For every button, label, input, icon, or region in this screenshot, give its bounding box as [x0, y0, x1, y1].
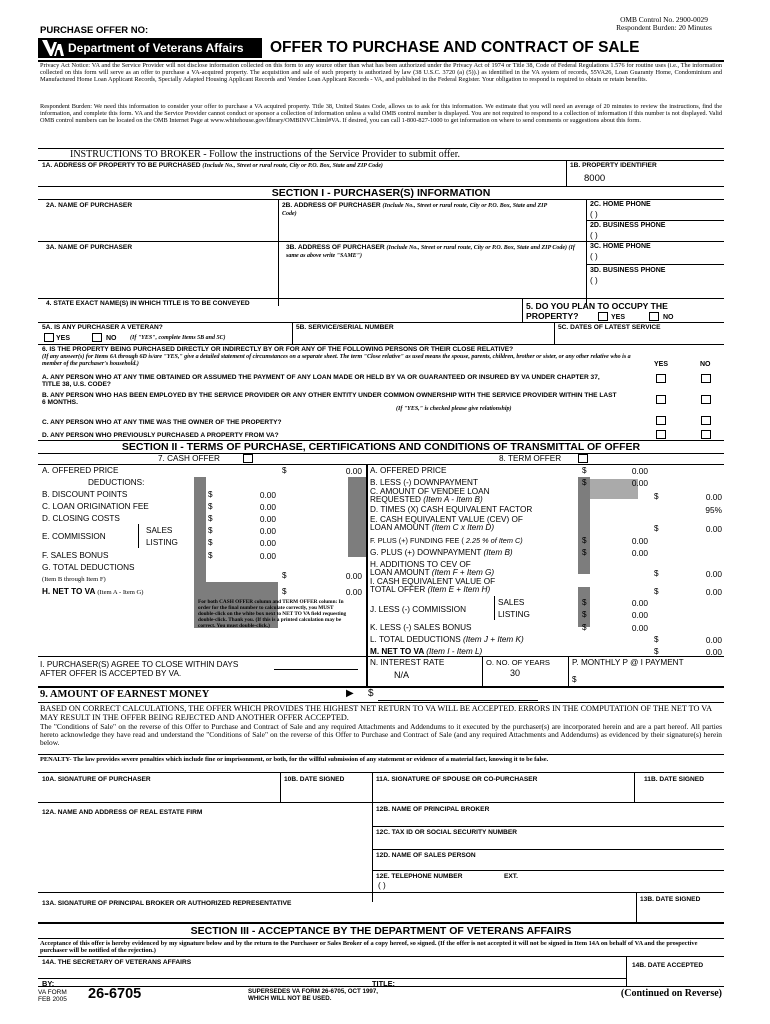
term-a-label: A. OFFERED PRICE — [370, 466, 447, 475]
term-h-value[interactable]: 0.00 — [705, 569, 722, 579]
f6d-no-checkbox[interactable] — [701, 430, 711, 439]
dollar-sign: $ — [582, 478, 587, 487]
divider — [634, 772, 635, 802]
agency-name: Department of Veterans Affairs — [68, 41, 244, 55]
divider — [494, 596, 495, 620]
acceptance-text: Acceptance of this offer is hereby evidenced by my signature below and by the return to the Purchaser or Sales Broker of a copy hereof, so signed. (If the offer is not accepted it will not be signed in Item 14A on behalf of VA and the prospective purchaser will be notified of the rejection.) — [40, 940, 698, 955]
divider — [366, 464, 368, 686]
dollar-sign: $ — [208, 490, 213, 499]
veteran-yes-checkbox[interactable] — [44, 333, 54, 342]
divider — [38, 464, 724, 465]
property-identifier-value[interactable]: 8000 — [584, 173, 606, 184]
shaded-area — [578, 477, 590, 574]
term-n-label: N. INTEREST RATE — [370, 658, 445, 667]
cash-listing-label: LISTING — [146, 538, 178, 547]
term-k-value[interactable]: 0.00 — [631, 623, 648, 633]
term-d-label: D. TIMES (X) CASH EQUIVALENT FACTOR — [370, 505, 533, 514]
divider — [38, 199, 724, 200]
dollar-sign: $ — [654, 647, 659, 656]
field-12d-label: 12D. NAME OF SALES PERSON — [376, 852, 476, 859]
omb-block — [604, 16, 724, 32]
purchase-offer-no-label: PURCHASE OFFER NO: — [40, 25, 149, 36]
section-1-heading: SECTION I - PURCHASER(S) INFORMATION — [271, 187, 491, 199]
earnest-money-label: 9. AMOUNT OF EARNEST MONEY — [40, 689, 210, 700]
field-12b-label: 12B. NAME OF PRINCIPAL BROKER — [376, 806, 490, 813]
term-e-value[interactable]: 0.00 — [705, 524, 722, 534]
field-5a-label: 5A. IS ANY PURCHASER A VETERAN? — [42, 324, 163, 331]
divider — [586, 264, 724, 265]
divider — [586, 199, 587, 306]
supersedes-note: SUPERSEDES VA FORM 26-6705, OCT 1997, WHICH WILL NOT BE USED. — [248, 988, 378, 1002]
term-c-label: C. AMOUNT OF VENDEE LOAN REQUESTED (Item A - Item B) — [370, 487, 490, 504]
field-12e-ext: EXT. — [504, 873, 518, 880]
term-f-label: F. PLUS (+) FUNDING FEE ( 2.25 % of Item C) — [370, 536, 523, 545]
term-m-value[interactable]: 0.00 — [705, 647, 722, 657]
veteran-no-label: NO — [106, 335, 117, 342]
field-6c-label: C. ANY PERSON WHO AT ANY TIME WAS THE OWNER OF THE PROPERTY? — [42, 419, 282, 426]
divider — [38, 453, 724, 454]
cash-f-value[interactable]: 0.00 — [259, 551, 276, 561]
cash-g-value[interactable]: 0.00 — [345, 571, 362, 581]
divider — [38, 772, 724, 773]
field-6a-label: A. ANY PERSON WHO AT ANY TIME OBTAINED OR ASSUMED THE PAYMENT OF ANY LOAN MADE OR HELD BY VA OR GUARANTEED OR INSURED BY VA UNDER CHAPTER 37, TITLE 38, U.S. CODE? — [42, 374, 600, 389]
field-2b-label: 2B. ADDRESS OF PURCHASER (Include No., Street or rural route, City or P.O. Box, State and ZIP Code) — [282, 202, 547, 218]
field-11a-label: 11A. SIGNATURE OF SPOUSE OR CO-PURCHASER — [376, 776, 538, 783]
field-3d-label: 3D. BUSINESS PHONE — [590, 267, 666, 274]
term-h-label: H. ADDITIONS TO CEV OF LOAN AMOUNT (Item F + Item G) — [370, 560, 495, 577]
dollar-sign: $ — [572, 675, 577, 684]
field-14a-label: 14A. THE SECRETARY OF VETERANS AFFAIRS — [42, 959, 192, 966]
va-logo-banner — [38, 38, 262, 58]
field-1b-label: 1B. PROPERTY IDENTIFIER — [570, 162, 657, 169]
divider — [38, 754, 724, 755]
f6b-yes-checkbox[interactable] — [656, 395, 666, 404]
cash-g-label: G. TOTAL DEDUCTIONS — [42, 563, 135, 572]
field-12e-label: 12E. TELEPHONE NUMBER — [376, 873, 463, 880]
broker-instructions: INSTRUCTIONS TO BROKER - Follow the instructions of the Service Provider to submit offer. — [70, 149, 460, 160]
term-offer-header: 8. TERM OFFER — [499, 454, 562, 463]
divider — [38, 802, 724, 803]
divider — [38, 702, 724, 703]
business-phone-1[interactable]: ( ) — [590, 231, 598, 240]
privacy-act-notice: Privacy Act Notice: VA and the Service Provider will not disclose information collected on this form to any source other than what has been authorized under the Privacy Act of 1974 or Title 38, Code of Federal Regulations 1.576 for routine uses (i.e., The information collected on this form will serve as an offer to purchase a VA-acquired property. The acquisition and sale of such property is authorized by law (38 U.S.C. 3720 (a) (5)).) as identified in the VA system of records, 55VA26, Loan Guaranty Home, Condominium and Manufactured Home Loan Applicant Records, Specially Adapted Housing Applicant Records and Vendee Loan Applicant Records - VA, and published in the Federal Register. Your obligation to respond is required to obtain or retain benefits. — [40, 62, 722, 83]
field-3a-label: 3A. NAME OF PURCHASER — [46, 244, 133, 251]
field-13a-label: 13A. SIGNATURE OF PRINCIPAL BROKER OR AUTHORIZED REPRESENTATIVE — [42, 900, 292, 907]
divider — [482, 656, 483, 686]
term-listing-label: LISTING — [498, 610, 530, 619]
field-2c-label: 2C. HOME PHONE — [590, 201, 651, 208]
field-12c-label: 12C. TAX ID OR SOCIAL SECURITY NUMBER — [376, 829, 518, 836]
term-d-value[interactable]: 95% — [705, 505, 722, 515]
dollar-sign: $ — [282, 466, 287, 475]
cash-a-value[interactable]: 0.00 — [345, 466, 362, 476]
dollar-sign: $ — [282, 571, 287, 580]
f6c-yes-checkbox[interactable] — [656, 416, 666, 425]
field-2a-label: 2A. NAME OF PURCHASER — [46, 202, 133, 209]
cash-h-label: H. NET TO VA (Item A - Item G) — [42, 587, 144, 596]
divider — [38, 978, 626, 979]
divider — [566, 160, 567, 186]
dollar-sign: $ — [208, 526, 213, 535]
field-11b-label: 11B. DATE SIGNED — [644, 776, 704, 783]
f6a-yes-checkbox[interactable] — [656, 374, 666, 383]
field-6-note: (If any answer(s) for Items 6A through 6D is/are "YES," give a detailed statement of circumstances on a separate sheet. The term "Close relative" as used means the spouse, parents, children, brother or sister, or any other relative who is a member of the purchaser's household.) — [42, 354, 631, 367]
field-6d-label: D. ANY PERSON WHO PREVIOUSLY PURCHASED A PROPERTY FROM VA? — [42, 432, 279, 439]
cash-listing-value[interactable]: 0.00 — [259, 538, 276, 548]
term-g-label: G. PLUS (+) DOWNPAYMENT (Item B) — [370, 548, 513, 557]
dollar-sign: $ — [582, 536, 587, 545]
shaded-area — [194, 477, 206, 582]
term-k-label: K. LESS (-) SALES BONUS — [370, 623, 472, 632]
term-c-value[interactable]: 0.00 — [705, 492, 722, 502]
f6-no-header: NO — [700, 361, 711, 368]
penalty-notice: PENALTY- The law provides severe penalties which include fine or imprisonment, or both, for the willful submission of any statement or evidence of a material fact, knowing it to be false. — [40, 756, 549, 763]
divider — [38, 686, 724, 688]
cash-a-label: A. OFFERED PRICE — [42, 466, 119, 475]
dollar-sign: $ — [582, 610, 587, 619]
dollar-sign: $ — [582, 548, 587, 557]
respondent-burden-notice: Respondent Burden: We need this information to consider your offer to purchase a VA acquired property. Title 38, United States Code, allows us to ask for this information. We estimate that you will need an average of 20 minutes to review the instructions, find the information, and complete this form. VA and the Service Provider cannot conduct or sponsor a collection of information unless a valid OMB control number is displayed. You are not required to respond to a collection of information if this number is not displayed. Valid OMB control numbers can be located on the OMB Internet Page at www.whitehouse.gov/library/OMBINVC.html#VA. If desired, you can call 1-800-827-1000 to get information on where to send comments or suggestions about this form. — [40, 103, 722, 124]
field-1a-label: 1A. ADDRESS OF PROPERTY TO BE PURCHASED (Include No., Street or rural route, City or P.O. Box, State and ZIP Code) — [42, 162, 383, 169]
divider — [38, 956, 724, 957]
dollar-sign: $ — [654, 492, 659, 501]
term-g-value[interactable]: 0.00 — [631, 548, 648, 558]
field-6-label: 6. IS THE PROPERTY BEING PURCHASED DIRECTLY OR INDIRECTLY BY OR FOR ANY OF THE FOLLOWING PERSONS OR THEIR CLOSE RELATIVE? — [42, 346, 514, 353]
cash-g-sub: (Item B through Item F) — [42, 576, 106, 583]
term-sales-label: SALES — [498, 598, 525, 607]
home-phone-1[interactable]: ( ) — [590, 210, 598, 219]
divider — [372, 772, 373, 802]
respondent-burden-time: Respondent Burden: 20 Minutes — [616, 23, 712, 32]
field-6b-note: (If "YES," is checked please give relationship) — [396, 406, 512, 412]
divider — [38, 298, 724, 299]
field-2d-label: 2D. BUSINESS PHONE — [590, 222, 666, 229]
divider — [372, 826, 724, 827]
divider — [38, 344, 724, 345]
shaded-area — [578, 587, 590, 627]
close-within-label: I. PURCHASER(S) AGREE TO CLOSE WITHIN DAYS AFTER OFFER IS ACCEPTED BY VA. — [40, 660, 239, 678]
f6b-no-checkbox[interactable] — [701, 395, 711, 404]
divider — [372, 802, 373, 902]
deductions-label: DEDUCTIONS: — [88, 478, 145, 487]
by-label: BY: — [42, 979, 55, 988]
f6-yes-header: YES — [654, 361, 669, 368]
term-m-label: M. NET TO VA (Item I - Item L) — [370, 647, 483, 656]
f6a-no-checkbox[interactable] — [701, 374, 711, 383]
occupy-yes-label: YES — [611, 314, 626, 321]
dollar-sign: $ — [654, 635, 659, 644]
occupy-no-checkbox[interactable] — [649, 312, 659, 321]
omb-control-number: OMB Control No. 2900-0029 — [620, 15, 708, 24]
field-4-label: 4. STATE EXACT NAME(S) IN WHICH TITLE IS TO BE CONVEYED — [46, 300, 250, 307]
form-title: OFFER TO PURCHASE AND CONTRACT OF SALE — [270, 39, 640, 56]
field-10a-label: 10A. SIGNATURE OF PURCHASER — [42, 776, 151, 783]
field-13b-label: 13B. DATE SIGNED — [640, 896, 701, 903]
field-3b-label: 3B. ADDRESS OF PURCHASER (Include No., Street or rural route, City or P.O. Box, State and ZIP Code) (If same as above write "SAME") — [286, 244, 575, 260]
term-j-label: J. LESS (-) COMMISSION — [370, 605, 466, 614]
dollar-sign: $ — [208, 514, 213, 523]
cash-b-label: B. DISCOUNT POINTS — [42, 490, 128, 499]
field-5c-label: 5C. DATES OF LATEST SERVICE — [558, 324, 661, 331]
divider — [38, 938, 724, 939]
home-phone-2[interactable]: ( ) — [590, 252, 598, 261]
divider — [626, 956, 627, 986]
field-5-label: 5. DO YOU PLAN TO OCCUPY THE PROPERTY? — [526, 301, 668, 321]
dollar-sign: $ — [282, 587, 287, 596]
cash-offer-checkbox[interactable] — [243, 454, 253, 463]
term-o-label: O. NO. OF YEARS — [486, 658, 550, 667]
dollar-sign: $ — [208, 502, 213, 511]
field-3c-label: 3C. HOME PHONE — [590, 243, 651, 250]
divider — [522, 298, 523, 322]
cash-offer-header: 7. CASH OFFER — [158, 454, 220, 463]
term-a-value[interactable]: 0.00 — [631, 466, 648, 476]
shaded-area — [348, 477, 366, 557]
dollar-sign: $ — [208, 551, 213, 560]
dollar-sign: $ — [654, 569, 659, 578]
cash-sales-label: SALES — [146, 526, 173, 535]
term-sales-value[interactable]: 0.00 — [631, 598, 648, 608]
dollar-sign: $ — [582, 466, 587, 475]
divider — [38, 656, 366, 657]
cash-sales-value[interactable]: 0.00 — [259, 526, 276, 536]
divider — [38, 322, 724, 323]
term-i-label: I. CASH EQUIVALENT VALUE OF TOTAL OFFER (Item E + Item H) — [370, 577, 496, 594]
occupy-no-label: NO — [663, 314, 674, 321]
divider — [568, 656, 569, 686]
close-days-line[interactable] — [274, 669, 358, 670]
cash-c-label: C. LOAN ORIGINATION FEE — [42, 502, 149, 511]
term-offer-checkbox[interactable] — [578, 454, 588, 463]
divider — [372, 870, 724, 871]
form-id-block — [38, 989, 67, 1003]
term-f-value[interactable]: 0.00 — [631, 536, 648, 546]
cash-c-value[interactable]: 0.00 — [259, 502, 276, 512]
term-l-value[interactable]: 0.00 — [705, 635, 722, 645]
divider — [366, 656, 724, 657]
occupy-yes-checkbox[interactable] — [598, 312, 608, 321]
form-page — [38, 12, 724, 1016]
broker-phone[interactable]: ( ) — [378, 881, 386, 890]
cash-d-label: D. CLOSING COSTS — [42, 514, 120, 523]
earnest-money-line[interactable] — [378, 700, 538, 701]
f6d-yes-checkbox[interactable] — [656, 430, 666, 439]
conditions-of-sale-text: The "Conditions of Sale" on the reverse of this Offer to Purchase and Contract of Sale and any required Attachments and Addendums to it executed by the purchaser(s) are incorporated herein and are a part hereof. All parties hereto acknowledge they have read and understand the "Conditions of Sale" on the reverse of this Offer to Purchase and Contract of Sale (and any required Attachments and Addendums) as evidenced by their signature(s) herein below. — [40, 722, 722, 748]
cash-f-label: F. SALES BONUS — [42, 551, 109, 560]
calculation-warning: BASED ON CORRECT CALCULATIONS, THE OFFER WHICH PROVIDES THE HIGHEST NET RETURN TO VA WILL BE ACCEPTED. ERRORS IN THE COMPUTATION OF THE NET TO VA MAY RESULT IN THE OFFER BEING REJECTED AND ANOTHER OFFER ACCEPTED. — [40, 704, 712, 723]
cash-h-value[interactable]: 0.00 — [345, 587, 362, 597]
form-number: 26-6705 — [88, 986, 142, 1002]
veteran-note: (If "YES", complete Items 5B and 5C) — [130, 335, 226, 341]
dollar-sign: $ — [582, 598, 587, 607]
field-6b-label: B. ANY PERSON WHO HAS BEEN EMPLOYED BY THE SERVICE PROVIDER OR ANY OTHER ENTITY UNDER COMMON OWNERSHIP WITH THE SERVICE PROVIDER WITHIN THE LAST 6 MONTHS. — [42, 392, 617, 407]
divider — [38, 892, 724, 893]
f6c-no-checkbox[interactable] — [701, 416, 711, 425]
divider — [586, 220, 724, 221]
term-i-value[interactable]: 0.00 — [705, 587, 722, 597]
va-form-label: VA FORM — [38, 989, 67, 996]
divider — [38, 160, 724, 161]
field-14b-label: 14B. DATE ACCEPTED — [632, 962, 704, 969]
title-label: TITLE: — [372, 979, 395, 988]
divider — [372, 849, 724, 850]
divider — [38, 922, 724, 924]
term-e-label: E. CASH EQUIVALENT VALUE (CEV) OF LOAN AMOUNT (Item C x Item D) — [370, 515, 523, 532]
section-3-heading: SECTION III - ACCEPTANCE BY THE DEPARTMENT OF VETERANS AFFAIRS — [190, 925, 572, 937]
va-seal-icon — [42, 40, 64, 56]
cash-d-value[interactable]: 0.00 — [259, 514, 276, 524]
field-5b-label: 5B. SERVICE/SERIAL NUMBER — [296, 324, 394, 331]
dollar-sign: $ — [208, 538, 213, 547]
field-12a-label: 12A. NAME AND ADDRESS OF REAL ESTATE FIRM — [42, 809, 203, 816]
form-date: FEB 2005 — [38, 996, 67, 1003]
divider — [636, 892, 637, 922]
earnest-dollar-sign: $ — [368, 688, 374, 699]
term-b-value[interactable]: 0.00 — [631, 478, 648, 488]
dollar-sign: $ — [654, 587, 659, 596]
veteran-no-checkbox[interactable] — [92, 333, 102, 342]
divider — [554, 322, 555, 344]
divider — [138, 524, 139, 548]
divider — [280, 772, 281, 802]
section-2-heading: SECTION II - TERMS OF PURCHASE, CERTIFICATIONS AND CONDITIONS OF TRANSMITTAL OF OFFER — [121, 441, 641, 453]
continued-on-reverse: (Continued on Reverse) — [620, 988, 722, 999]
divider — [38, 241, 724, 242]
cash-e-label: E. COMMISSION — [42, 532, 106, 541]
veteran-yes-label: YES — [56, 335, 71, 342]
arrow-right-icon: ▶ — [346, 688, 354, 699]
business-phone-2[interactable]: ( ) — [590, 276, 598, 285]
calculation-note: For both CASH OFFER column and TERM OFFER column: In order for the final number to calculate correctly, you MUST double-click on the white box next to NET TO VA field requesting double-click. Thank you. (If this is a printed calculation may be correct. You must double-click.) — [198, 599, 347, 629]
divider — [278, 199, 279, 306]
term-p-label: P. MONTHLY P @ I PAYMENT — [572, 658, 684, 667]
divider — [292, 322, 293, 344]
dollar-sign: $ — [654, 524, 659, 533]
field-10b-label: 10B. DATE SIGNED — [284, 776, 345, 783]
dollar-sign: $ — [582, 623, 587, 632]
interest-rate-value[interactable]: N/A — [394, 670, 410, 680]
term-l-label: L. TOTAL DEDUCTIONS (Item J + Item K) — [370, 635, 524, 644]
term-b-label: B. LESS (-) DOWNPAYMENT — [370, 478, 478, 487]
term-listing-value[interactable]: 0.00 — [631, 610, 648, 620]
cash-b-value[interactable]: 0.00 — [259, 490, 276, 500]
years-value[interactable]: 30 — [510, 668, 521, 678]
